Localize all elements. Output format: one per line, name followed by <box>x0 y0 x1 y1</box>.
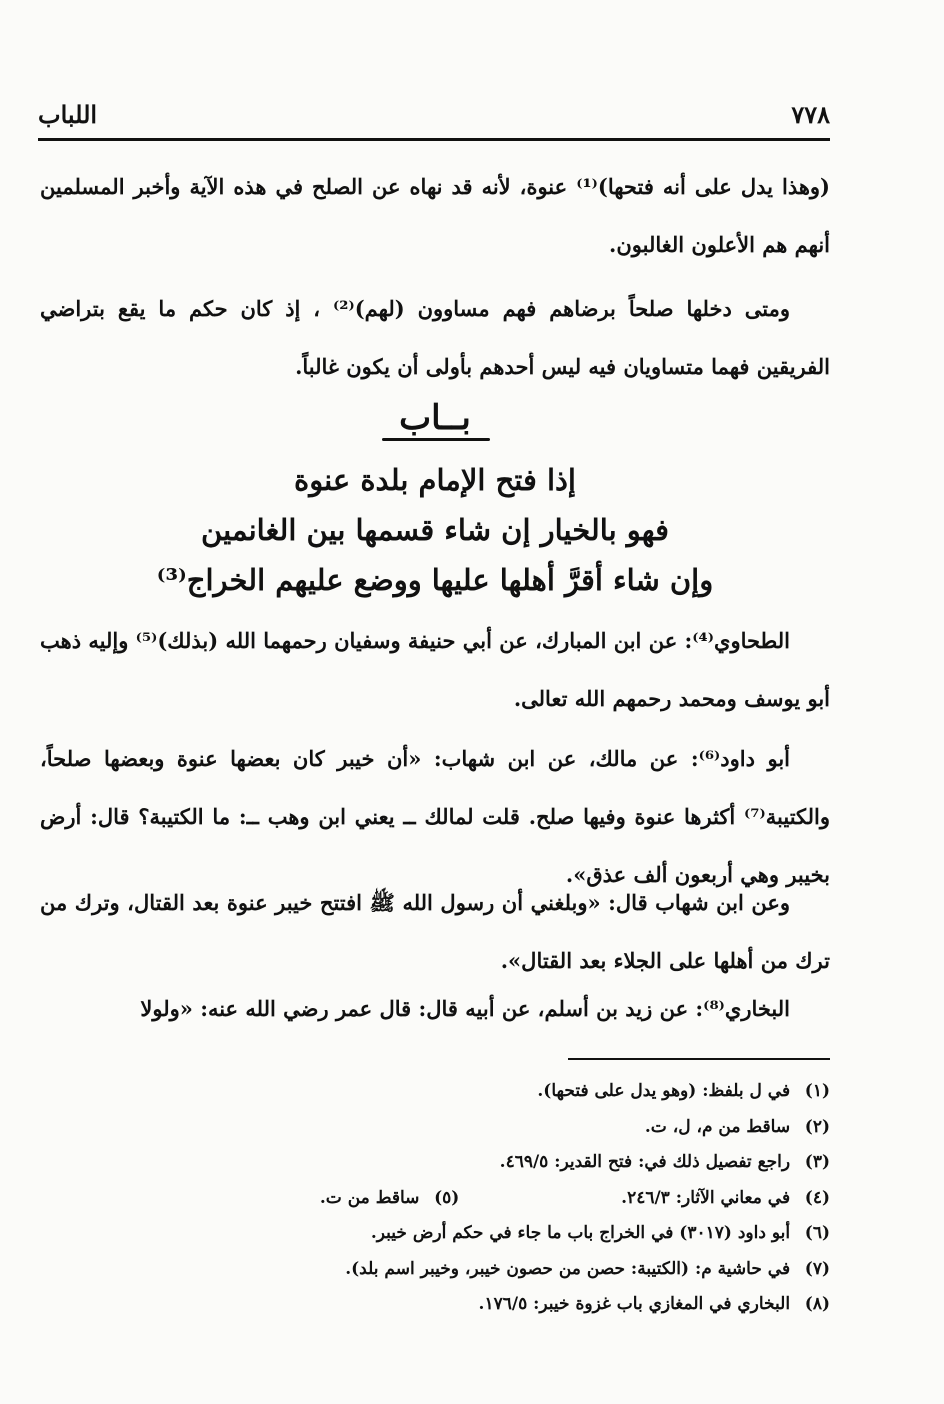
footnote-text: ساقط من م، ل، ت. <box>644 1116 791 1137</box>
footnote-number: (١) <box>804 1081 830 1101</box>
chapter-title-line-1: إذا فتح الإمام بلدة عنوة <box>294 463 576 497</box>
footnotes <box>40 1074 830 1323</box>
paragraph-tahawi: الطحاوي⁽⁴⁾: عن ابن المبارك، عن أبي حنيفة وسفيان رحمهما الله (بذلك)⁽⁵⁾ وإليه ذهب أبو يوسف ومحمد رحمهم الله تعالى. <box>40 628 830 711</box>
paragraph-1: (وهذا يدل على أنه فتحها)⁽¹⁾ عنوة، لأنه قد نهاه عن الصلح في هذه الآية وأخبر المسلمين أنهم هم الأعلون الغالبون. <box>40 174 830 257</box>
footnote-number: (٤) <box>804 1187 830 1208</box>
footnote-4-5 <box>40 1181 830 1217</box>
footnote-text: البخاري في المغازي باب غزوة خيبر: ١٧٦/٥. <box>478 1294 791 1314</box>
footnote-6 <box>40 1216 830 1252</box>
chapter-title-line-2: فهو بالخيار إن شاء قسمها بين الغانمين <box>201 513 669 547</box>
paragraph-ibn-shihab: وعن ابن شهاب قال: «وبلغني أن رسول الله ﷺ افتتح خيبر عنوة بعد القتال، وترك من ترك من أهلها على الجلاء بعد القتال». <box>40 890 830 973</box>
chapter-ornament-rule <box>382 438 490 441</box>
footnote-number-5: (٥) <box>434 1187 460 1208</box>
footnote-number: (٣) <box>804 1152 830 1172</box>
footnote-text-5: ساقط من ت. <box>319 1187 420 1208</box>
footnote-text: أبو داود (٣٠١٧) في الخراج باب ما جاء في حكم أرض خيبر. <box>370 1223 791 1243</box>
chapter-word: بــاب <box>399 398 471 438</box>
paragraph-bukhari: البخاري⁽⁸⁾: عن زيد بن أسلم، عن أبيه قال: قال عمر رضي الله عنه: «ولولا <box>140 996 790 1021</box>
footnote-2 <box>40 1110 830 1146</box>
footnote-text: في معاني الآثار: ٢٤٦/٣. <box>621 1187 791 1208</box>
footnote-text: راجع تفصيل ذلك في: فتح القدير: ٤٦٩/٥. <box>499 1152 791 1172</box>
footnote-8 <box>40 1287 830 1323</box>
paragraph-2: ومتى دخلها صلحاً برضاهم فهم مساوون (لهم)⁽²⁾ ، إذ كان حكم ما يقع بتراضي الفريقين فهما متساويان فيه ليس أحدهم بأولى أن يكون غالباً. <box>40 296 830 379</box>
running-title: اللباب <box>38 100 98 129</box>
footnote-number: (٨) <box>804 1294 830 1314</box>
footnote-number: (٧) <box>804 1258 830 1279</box>
page-header <box>38 100 830 132</box>
footnote-number: (٢) <box>804 1116 830 1137</box>
footnote-7 <box>40 1252 830 1288</box>
paragraph-abu-dawud: أبو داود⁽⁶⁾: عن مالك، عن ابن شهاب: «أن خيبر كان بعضها عنوة وبعضها صلحاً، والكتيبة⁽⁷⁾ أكثرها عنوة وفيها صلح. قلت لمالك ــ يعني ابن وهب ــ: ما الكتيبة؟ قال: أرض بخيبر وهي أربعون ألف عذق». <box>40 746 830 887</box>
footnote-number: (٦) <box>804 1223 830 1243</box>
footnote-1 <box>40 1074 830 1110</box>
header-rule <box>38 138 830 141</box>
chapter-title-line-3: وإن شاء أقرَّ أهلها عليها ووضع عليهم الخراج⁽³⁾ <box>156 563 714 597</box>
footnote-separator <box>568 1058 830 1060</box>
footnote-text: في حاشية م: (الكتيبة: حصن من حصون خيبر، وخيبر اسم بلد). <box>345 1258 791 1279</box>
page-number: ٧٧٨ <box>791 100 830 129</box>
footnote-3 <box>40 1145 830 1181</box>
footnote-text: في ل بلفظ: (وهو يدل على فتحها). <box>537 1081 791 1101</box>
